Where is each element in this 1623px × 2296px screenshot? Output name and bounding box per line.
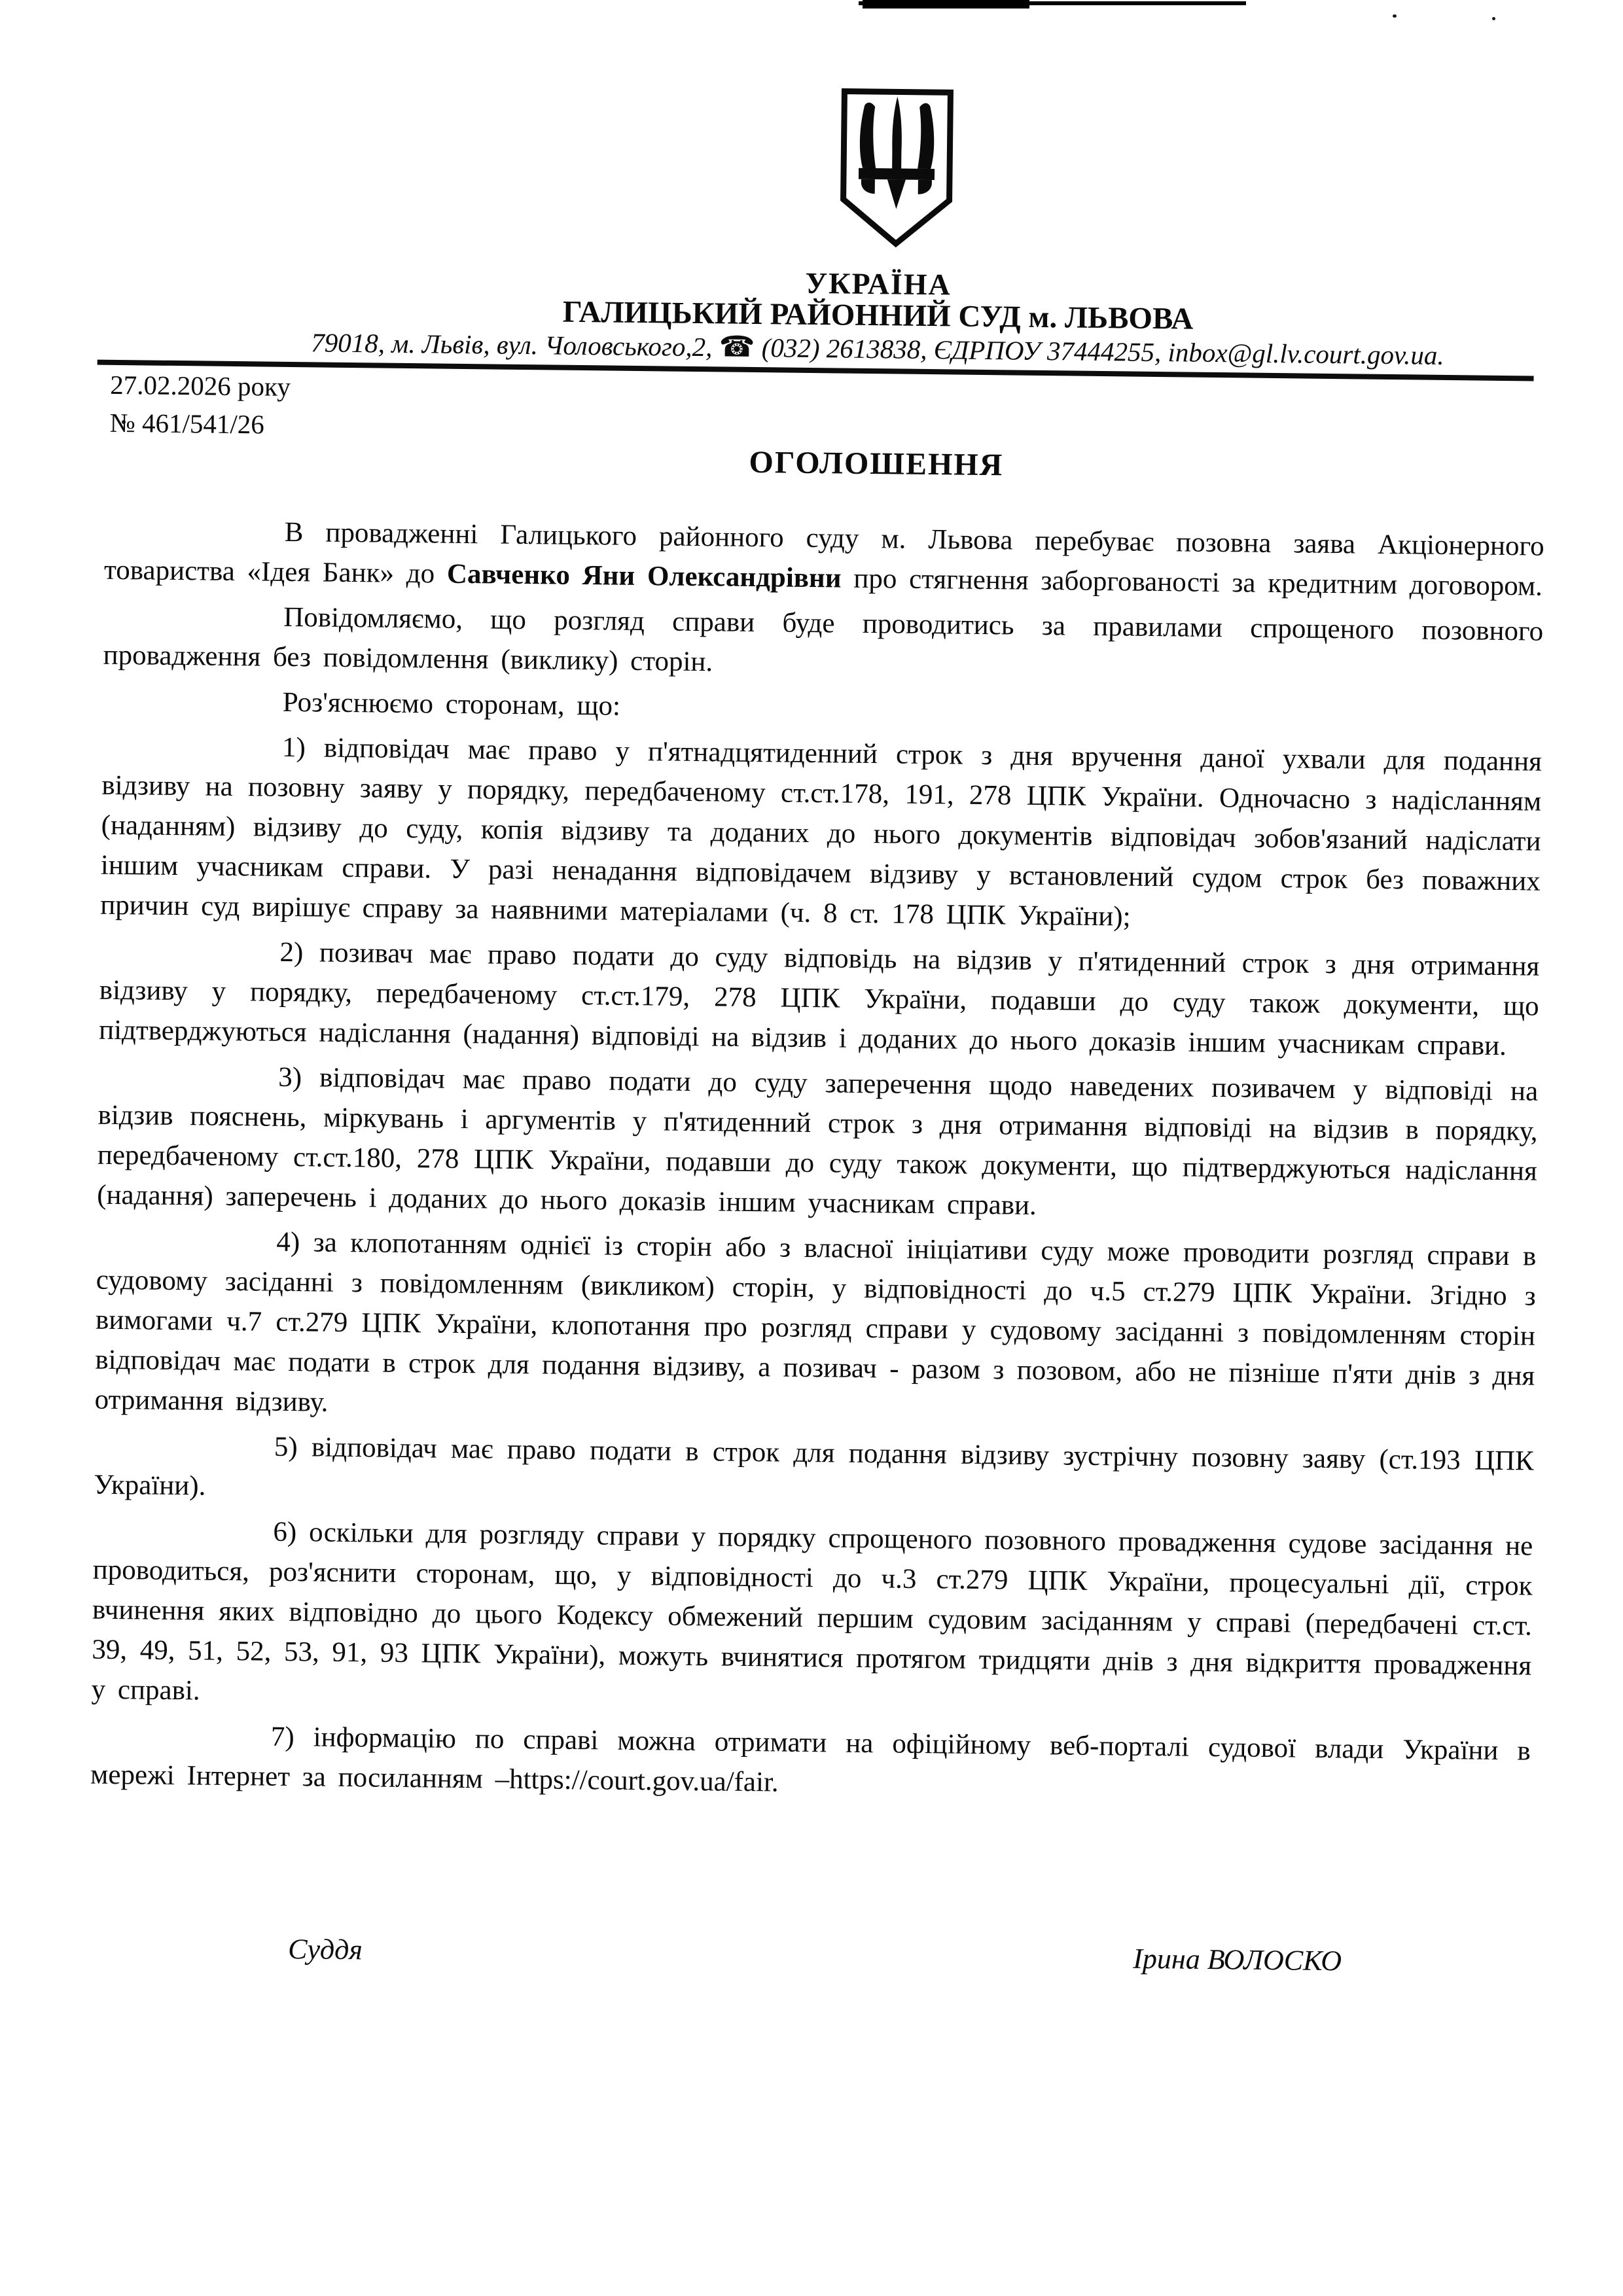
item-7: 7) інформацію по справі можна отримати на офіційному веб-порталі судової влади України в мережі Інтернет за посиланням –https://court.gov.ua/fair. (90, 1721, 1531, 1798)
defendant-name: Савченко Яни Олександрівни (446, 558, 842, 594)
judge-role-label: Суддя (287, 1933, 363, 1966)
item-2: 2) позивач має право подати до суду відповідь на відзив у п'ятиденний строк з дня отримання відзиву у порядку, передбаченому ст.ст.179, 278 ЦПК України, подавши до суду також документи, що підтверджуються надіслання (надання) відповіді на відзив і доданих до нього доказів іншим учасникам справи. (98, 936, 1540, 1062)
document-date: 27.02.2026 року (110, 369, 291, 402)
paragraph-intro (104, 510, 1544, 607)
document-body (90, 510, 1544, 1816)
phone-icon: ☎ (719, 330, 755, 364)
case-number: № 461/541/26 (109, 407, 265, 440)
item-3: 3) відповідач має право подати до суду заперечення щодо наведених позивачем у відповіді на відзив пояснень, міркувань і аргументів у п'ятиденний строк з дня отримання відповіді на відзив в порядку, передбаченому ст.ст.180, 278 ЦПК України, подавши до суду також документи, що підтверджуються надіслання (надання) заперечень і доданих до нього доказів іншим учасникам справи. (96, 1061, 1539, 1221)
intro-text-end: про стягнення заборгованості за кредитним договором. (841, 563, 1543, 602)
intro-text: В провадженні Галицького районного суду м. Львова перебуває позовна заява Акціонерного товариства «Ідея Банк» до (103, 516, 1544, 590)
document-title: ОГОЛОШЕННЯ (749, 444, 1004, 483)
coat-of-arms-icon (838, 86, 955, 249)
address-suffix: (032) 2613838, ЄДРПОУ 37444255, inbox@gl.lv.court.gov.ua. (755, 332, 1444, 370)
country-name: УКРАЇНА (805, 266, 952, 302)
item-5: 5) відповідач має право подати в строк для подання відзиву зустрічну позовну заяву (ст.193 ЦПК України). (93, 1431, 1535, 1502)
item-6: 6) оскільки для розгляду справи у порядку спрощеного позовного провадження судове засідання не проводиться, роз'яснити сторонам, що, у відповідності до ч.3 ст.279 ЦПК України, процесуальні дії, строк вчинення яких відповідно до цього Кодексу обмежений першим судовим засіданням у справі (передбачені ст.ст. 39, 49, 51, 52, 53, 91, 93 ЦПК України), можуть вчинятися протягом тридцяти днів з дня відкриття провадження у справі. (91, 1516, 1533, 1706)
judge-name: Ірина ВОЛОСКО (1133, 1942, 1342, 1977)
item-1: 1) відповідач має право у п'ятнадцятиденний строк з дня вручення даної ухвали для подання відзиву на позовну заяву у порядку, передбаченому ст.ст.178, 191, 278 ЦПК України. Одночасно з надісланням (наданням) відзиву до суду, копія відзиву та доданих до нього документів відповідач зобов'язаний надіслати іншим учасникам справи. У разі ненадання відповідачем відзиву у встановлений судом строк без поважних причин суд вирішує справу за наявними матеріалами (ч. 8 ст. 178 ЦПК України); (100, 732, 1543, 932)
court-name: ГАЛИЦЬКИЙ РАЙОННИЙ СУД м. ЛЬВОВА (562, 294, 1194, 336)
paragraph-notice: Повідомляємо, що розгляд справи буде проводитись за правилами спрощеного позовного провадження без повідомлення (виклику) сторін. (103, 601, 1544, 678)
address-prefix: 79018, м. Львів, вул. Чоловського,2, (311, 327, 719, 362)
item-4: 4) за клопотанням однієї із сторін або з власної ініціативи суду може проводити розгляд справи в судовому засіданні з повідомленням (викликом) сторін, у відповідності до ч.5 ст.279 ЦПК України. Згідно з вимогами ч.7 ст.279 ЦПК України, клопотання про розгляд справи у судовому засіданні з повідомленням сторін відповідач має подати в строк для подання відзиву, а позивач - разом з позовом, або не пізніше п'яти днів з дня отримання відзиву. (94, 1226, 1537, 1418)
signature-row (88, 1930, 1528, 1980)
paragraph-clarify: Роз'яснюємо сторонам, що: (282, 686, 621, 722)
